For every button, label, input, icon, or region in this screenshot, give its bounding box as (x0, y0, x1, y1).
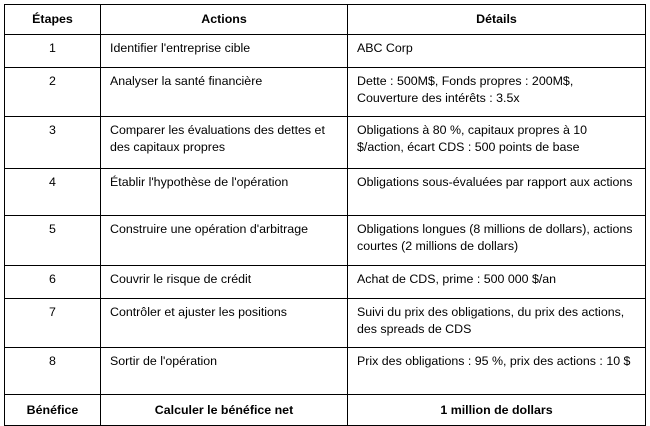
cell-detail-text: Obligations à 80 %, capitaux propres à 10 $/action, écart CDS : 500 points de base (348, 117, 646, 169)
footer-detail-text: 1 million de dollars (348, 395, 646, 426)
column-header-detail: Détails (348, 5, 646, 35)
cell-step-number: 4 (5, 169, 101, 216)
cell-step-number: 3 (5, 117, 101, 169)
cell-action-text: Contrôler et ajuster les positions (101, 299, 348, 348)
cell-step-number: 5 (5, 216, 101, 266)
table-header (5, 5, 646, 35)
cell-detail-text: Dette : 500M$, Fonds propres : 200M$, Couverture des intérêts : 3.5x (348, 68, 646, 117)
cell-detail-text: ABC Corp (348, 35, 646, 68)
cell-detail-text: Prix des obligations : 95 %, prix des actions : 10 $ (348, 348, 646, 395)
cell-step-number: 6 (5, 266, 101, 299)
cell-action-text: Analyser la santé financière (101, 68, 348, 117)
footer-action-text: Calculer le bénéfice net (101, 395, 348, 426)
cell-detail-text: Suivi du prix des obligations, du prix des actions, des spreads de CDS (348, 299, 646, 348)
table-row (5, 348, 646, 395)
header-row (5, 5, 646, 35)
column-header-action: Actions (101, 5, 348, 35)
footer-label-profit: Bénéfice (5, 395, 101, 426)
cell-action-text: Construire une opération d'arbitrage (101, 216, 348, 266)
cell-step-number: 2 (5, 68, 101, 117)
cell-action-text: Sortir de l'opération (101, 348, 348, 395)
cell-action-text: Identifier l'entreprise cible (101, 35, 348, 68)
table-row (5, 68, 646, 117)
table-row (5, 216, 646, 266)
cell-step-number: 8 (5, 348, 101, 395)
cell-detail-text: Achat de CDS, prime : 500 000 $/an (348, 266, 646, 299)
cell-action-text: Comparer les évaluations des dettes et des capitaux propres (101, 117, 348, 169)
cell-step-number: 1 (5, 35, 101, 68)
cell-action-text: Couvrir le risque de crédit (101, 266, 348, 299)
table-body (5, 35, 646, 426)
column-header-step: Étapes (5, 5, 101, 35)
cell-action-text: Établir l'hypothèse de l'opération (101, 169, 348, 216)
table-row (5, 35, 646, 68)
arbitrage-steps-table (4, 4, 646, 426)
table-row (5, 117, 646, 169)
table-row (5, 266, 646, 299)
cell-detail-text: Obligations sous-évaluées par rapport aux actions (348, 169, 646, 216)
table-row (5, 299, 646, 348)
cell-detail-text: Obligations longues (8 millions de dollars), actions courtes (2 millions de dollars) (348, 216, 646, 266)
cell-step-number: 7 (5, 299, 101, 348)
table-row (5, 169, 646, 216)
